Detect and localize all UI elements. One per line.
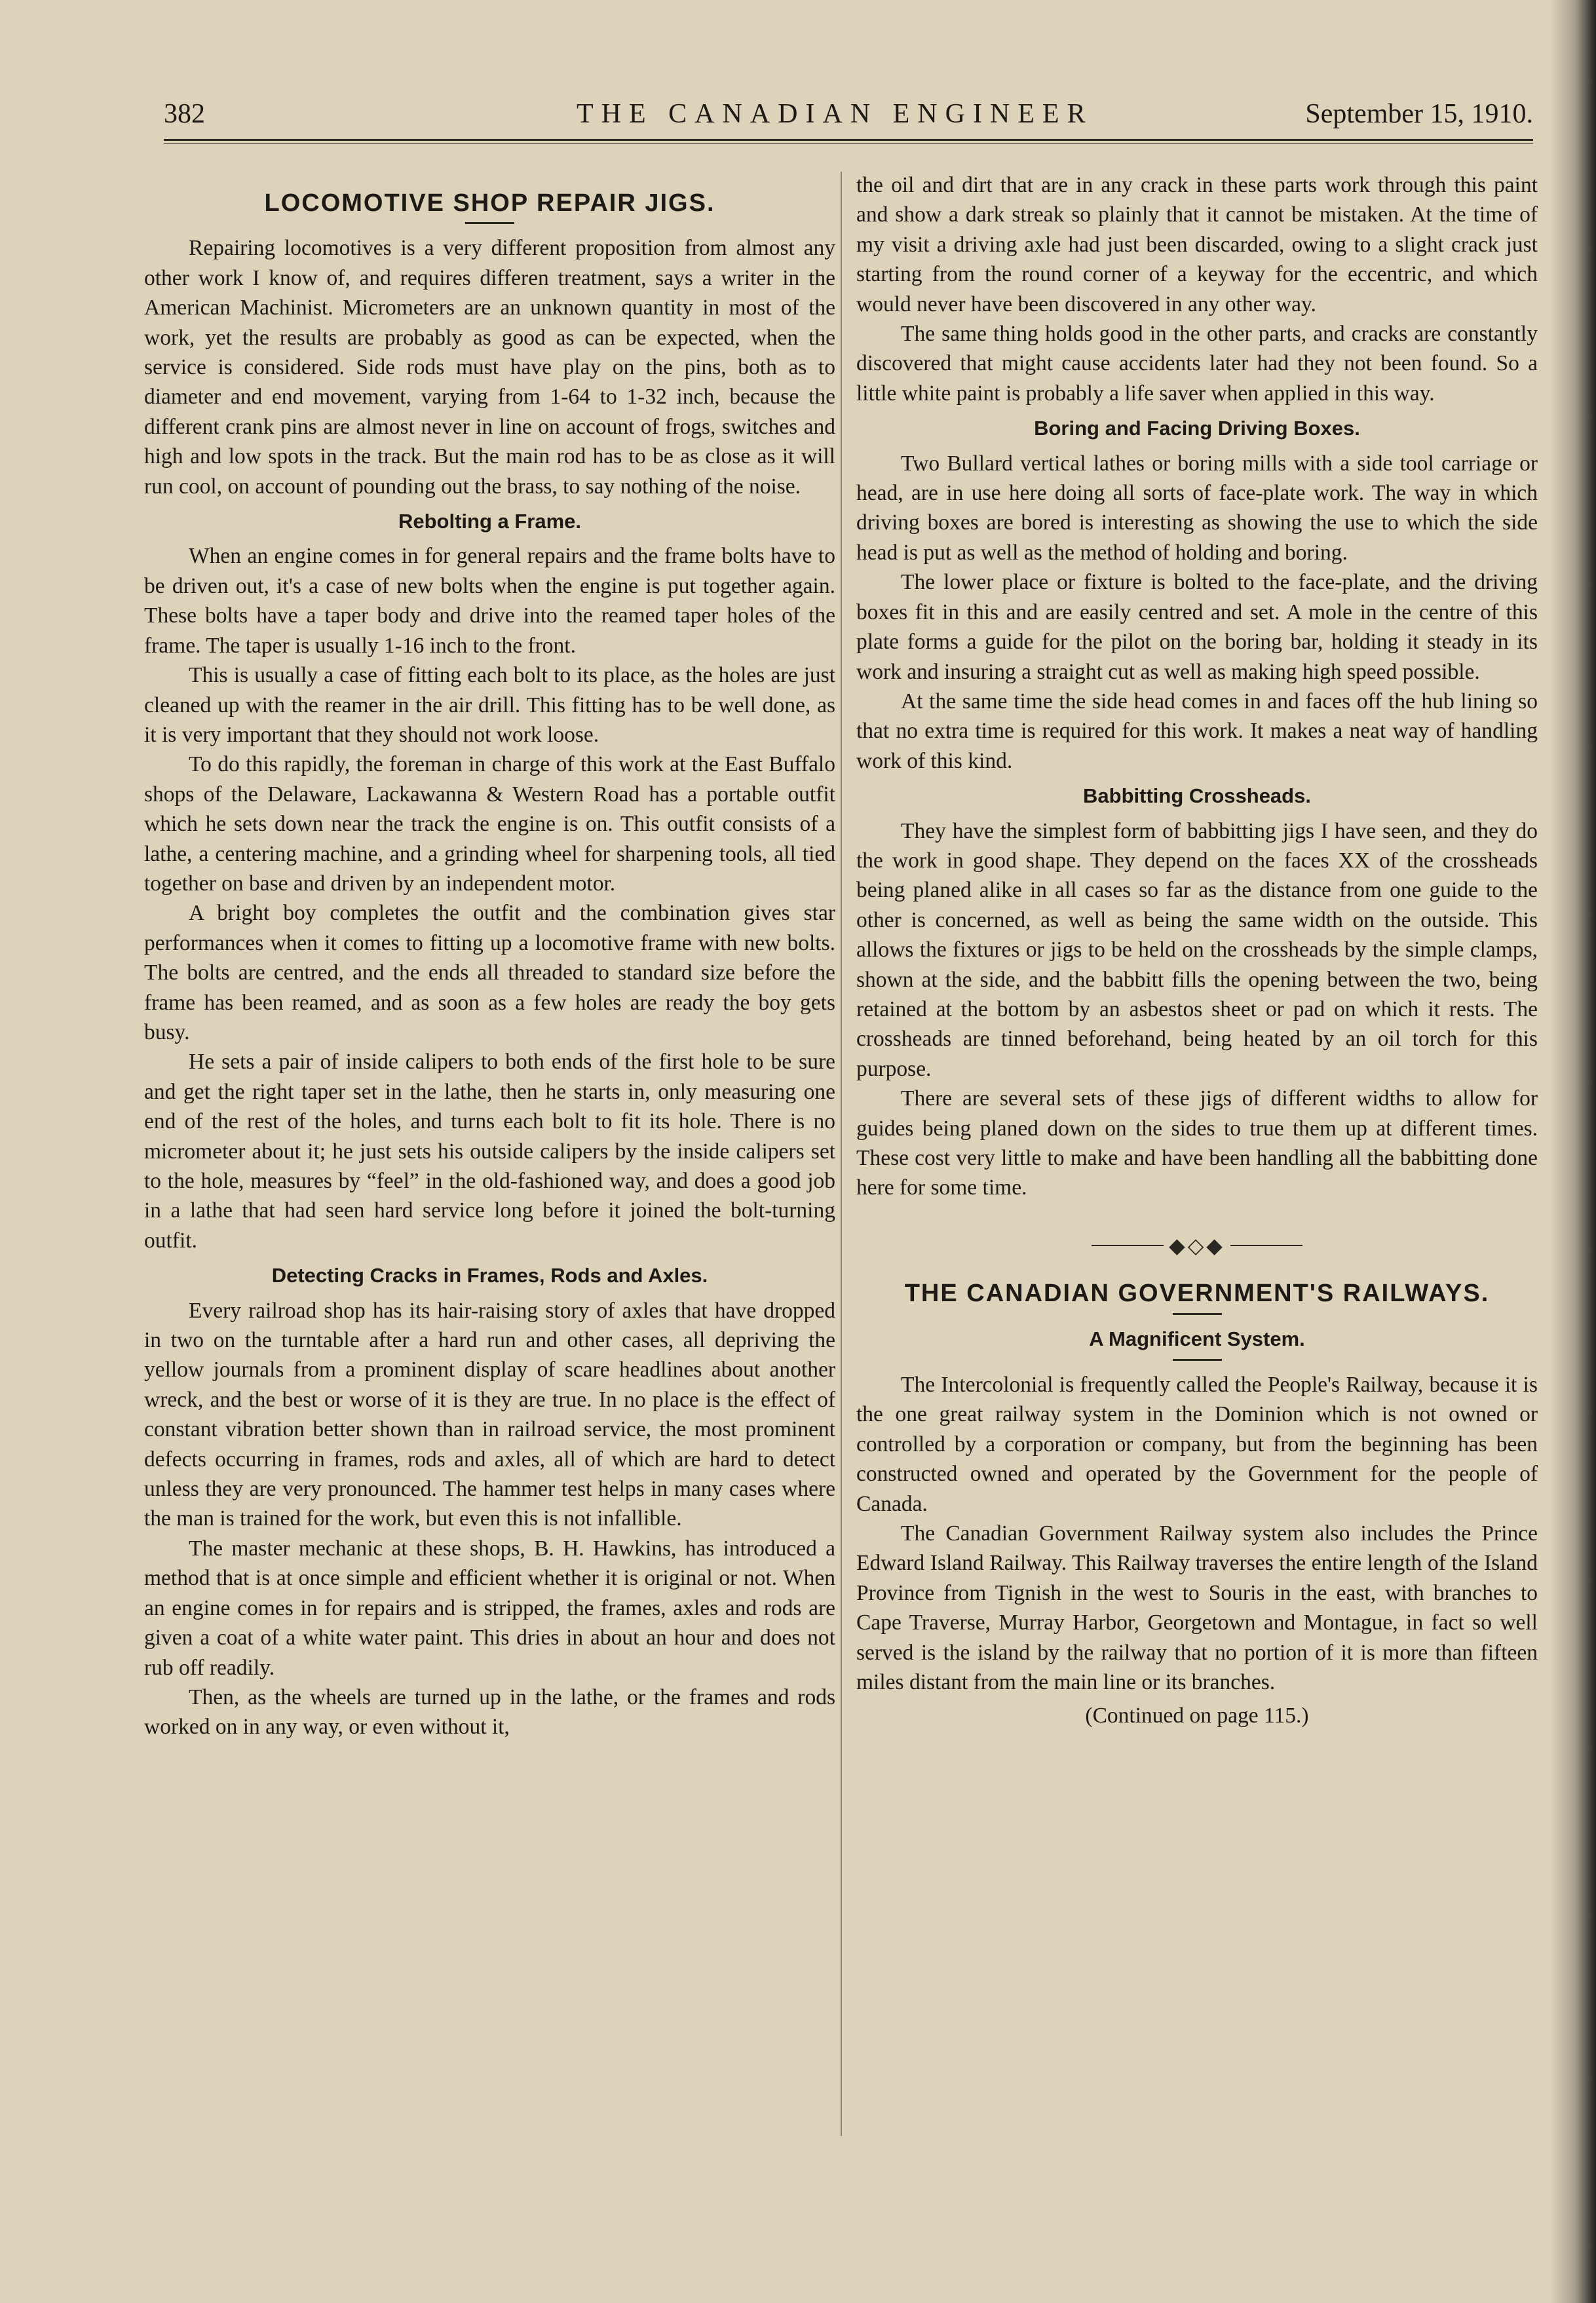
- column-divider: [841, 172, 842, 2136]
- issue-date: September 15, 1910.: [1305, 99, 1533, 129]
- section-heading-rebolting: Rebolting a Frame.: [398, 510, 582, 533]
- paragraph: Then, as the wheels are turned up in the lathe, or the frames and rods worked on in any way, or even without it,: [144, 1684, 835, 1740]
- paragraph: The lower place or fixture is bolted to the face-plate, and the driving boxes fit in this and are easily centred and set. A mole in the centre of this plate forms a guide for the pilot on the boring bar, holding it steady in its work and insuring a straight cut as well as making high speed possible.: [856, 570, 1538, 684]
- paragraph: The Intercolonial is frequently called the People's Railway, because it is the one great railway system in the Dominion which is not owned or controlled by a corporation or company, but from the beginning has been constructed owned and operated by the Government for the people of Canada.: [856, 1372, 1538, 1516]
- article-title-railways: THE CANADIAN GOVERNMENT'S RAILWAYS.: [904, 1280, 1490, 1308]
- paragraph: This is usually a case of fitting each bolt to its place, as the holes are just cleaned up with the reamer in the air drill. This fitting has to be well done, as it is very important that they should not work loose.: [144, 663, 835, 747]
- paragraph: They have the simplest form of babbitting jigs I have seen, and they do the work in good shape. They depend on the faces XX of the crossheads being planed alike in all cases so far as the distance from one guide to the other is concerned, as well as being the same width on the outside. This allows the fixtures or jigs to be held on the crossheads by the simple clamps, shown at the side, and the babbitt fills the opening between the two, being retained at the bottom by an asbestos sheet or pad on which it rests. The crossheads are tinned beforehand, being heated by an oil torch for this purpose.: [856, 818, 1538, 1081]
- article-intro: Repairing locomotives is a very different proposition from almost any other work I know of, and requires differen treatment, says a writer in the American Machinist. Micrometers are an unknown quantity in most of the work, yet the results are probably as good as can be expected, when the service is considered. Side rods must have play on the pins, both as to diameter and end movement, varying from 1-64 to 1-32 inch, because the different crank pins are almost never in line on account of frogs, switches and high and low spots in the track. But the main rod has to be as close as it will run cool, on account of pounding out the brass, to say nothing of the noise.: [144, 236, 835, 499]
- page-header: [164, 98, 1533, 144]
- section-ornament: ◆◇◆: [856, 1229, 1538, 1261]
- title-rule: [465, 222, 514, 224]
- paragraph: To do this rapidly, the foreman in charge of this work at the East Buffalo shops of the Delaware, Lackawanna & Western Road has a portable outfit which he sets down near the track the engine is on. This outfit consists of a lathe, a centering machine, and a grinding wheel for sharpening tools, all tied together on base and driven by an independent motor.: [144, 752, 835, 896]
- paragraph: At the same time the side head comes in and faces off the hub lining so that no extra time is required for this work. It makes a neat way of handling work of this kind.: [856, 689, 1538, 773]
- paragraph: When an engine comes in for general repairs and the frame bolts have to be driven out, it's a case of new bolts when the engine is put together again. These bolts have a taper body and drive into the reamed taper holes of the frame. The taper is usually 1-16 inch to the front.: [144, 544, 835, 658]
- paragraph: A bright boy completes the outfit and the combination gives star performances when it comes to fitting up a locomotive frame with new bolts. The bolts are centred, and the ends all threaded to standard size before the frame has been reamed, and as soon as a few holes are ready the boy gets busy.: [144, 901, 835, 1044]
- article-title: LOCOMOTIVE SHOP REPAIR JIGS.: [264, 189, 715, 217]
- header-rule: [164, 139, 1533, 144]
- left-column: [144, 170, 835, 1742]
- paragraph: The same thing holds good in the other parts, and cracks are constantly discovered that might cause accidents later had they not been found. So a little white paint is probably a life saver when applied in this way.: [856, 322, 1538, 406]
- continued-note: (Continued on page 115.): [1085, 1703, 1309, 1728]
- paragraph: There are several sets of these jigs of different widths to allow for guides being planed down on the sides to true them up at different times. These cost very little to make and have been handling all the babbitting done here for some time.: [856, 1086, 1538, 1200]
- paragraph: The Canadian Government Railway system also includes the Prince Edward Island Railway. This Railway traverses the entire length of the Island Province from Tignish in the west to Souris in the east, with branches to Cape Traverse, Murray Harbor, Georgetown and Montague, in fact so well served is the island by the railway that no portion of it is more than fifteen miles distant from the main line or its branches.: [856, 1521, 1538, 1695]
- paragraph: He sets a pair of inside calipers to both ends of the first hole to be sure and get the right taper set in the lathe, then he starts in, only measuring one end of the rest of the holes, and turns each bolt to fit its hole. There is no micrometer about it; he just sets his outside calipers by the inside calipers set to the hole, measures by “feel” in the old-fashioned way, and does a good job in a lathe that had seen hard service long before it joined the bolt-turning outfit.: [144, 1050, 835, 1253]
- section-heading-cracks: Detecting Cracks in Frames, Rods and Axles.: [271, 1264, 708, 1287]
- paragraph: Every railroad shop has its hair-raising story of axles that have dropped in two on the turntable after a hard run and other cases, all depriving the yellow journals from a prominent display of scare headlines about another wreck, and the best or worse of it is they are true. In no place is the effect of constant vibration better shown than in railroad service, the most prominent defects occurring in frames, rods and axles, all of which are hard to detect unless they are very pronounced. The hammer test helps in many cases where the man is trained for the work, but even this is not infallible.: [144, 1298, 835, 1531]
- subtitle-rule: [1173, 1359, 1222, 1361]
- section-heading-boring: Boring and Facing Driving Boxes.: [1034, 417, 1360, 440]
- page-number: 382: [164, 99, 205, 129]
- page-edge-shadow: [1550, 0, 1596, 2303]
- paragraph-continued: the oil and dirt that are in any crack in these parts work through this paint and show a dark streak so plainly that it cannot be mistaken. At the time of my visit a driving axle had just been discarded, owing to a slight crack just starting from the round corner of a keyway for the eccentric, and which would never have been discovered in any other way.: [856, 173, 1538, 316]
- section-heading-babbitting: Babbitting Crossheads.: [1083, 784, 1311, 808]
- paragraph: The master mechanic at these shops, B. H. Hawkins, has introduced a method that is at once simple and efficient whether it is original or not. When an engine comes in for repairs and is stripped, the frames, axles and rods are given a coat of a white water paint. This dries in about an hour and does not rub off readily.: [144, 1536, 835, 1680]
- title-rule: [1173, 1313, 1222, 1315]
- right-column: [856, 170, 1538, 1731]
- journal-title: THE CANADIAN ENGINEER: [577, 99, 1093, 129]
- paragraph: Two Bullard vertical lathes or boring mills with a side tool carriage or head, are in use here doing all sorts of face-plate work. The way in which driving boxes are bored is interesting as showing the use to which the side head is put as well as the method of holding and boring.: [856, 451, 1538, 565]
- article-subtitle: A Magnificent System.: [1089, 1327, 1305, 1350]
